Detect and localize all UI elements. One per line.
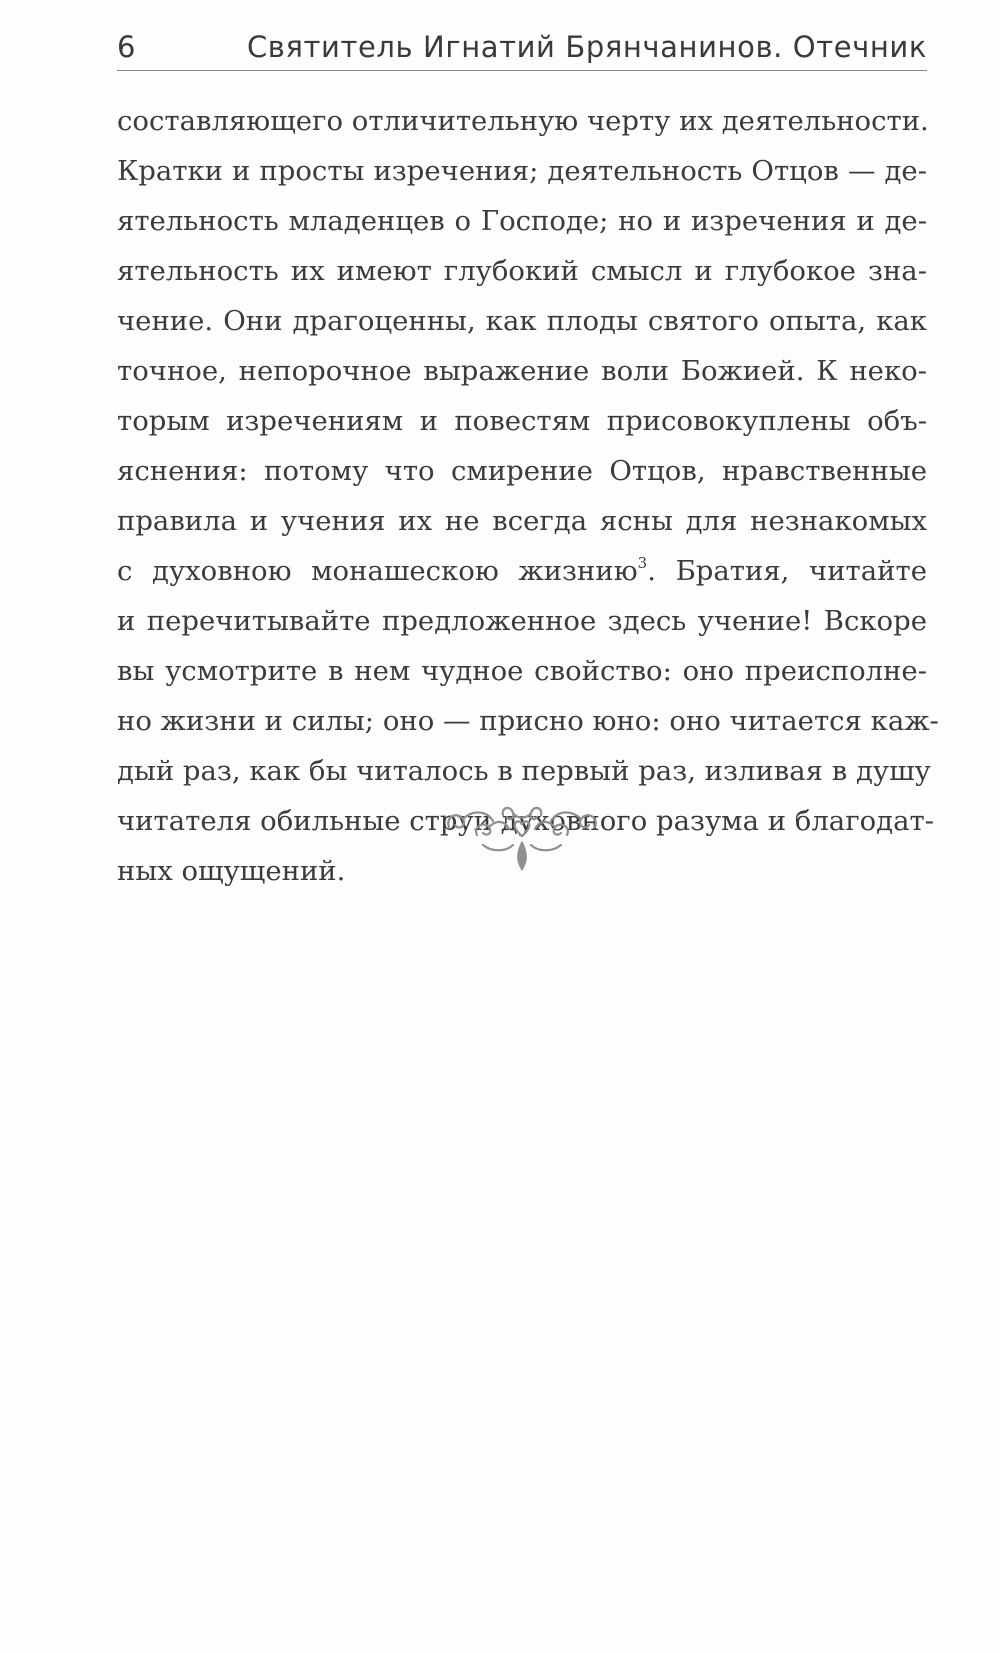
body-paragraph <box>117 96 939 896</box>
text-line: и перечитывайте предложенное здесь учение! Вскоре <box>117 605 927 637</box>
text-line: читателя обильные струи духовного разума и благодат- <box>117 805 934 837</box>
text-line-with-footnote <box>117 546 927 596</box>
page-number: 6 <box>117 30 136 64</box>
text-line: Кратки и просты изречения; деятельность Отцов — де- <box>117 155 927 187</box>
footnote-line-before: с духовною монашескою жизнию <box>117 555 638 587</box>
text-line: дый раз, как бы читалось в первый раз, изливая в душу <box>117 755 931 787</box>
text-line: правила и учения их не всегда ясны для незнакомых <box>117 505 927 537</box>
running-title: Святитель Игнатий Брянчанинов. Отечник <box>246 30 927 64</box>
text-line: составляющего отличительную черту их деятельности. <box>117 105 929 137</box>
text-line: но жизни и силы; оно — присно юно: оно читается каж- <box>117 705 939 737</box>
header-divider <box>117 70 927 71</box>
text-line-last: ных ощущений. <box>117 855 346 887</box>
footnote-line-after: . Братия, читайте <box>647 555 927 587</box>
text-line: вы усмотрите в нем чудное свойство: оно преисполне- <box>117 655 927 687</box>
text-line: ятельность младенцев о Господе; но и изречения и де- <box>117 205 927 237</box>
text-line: торым изречениям и повестям присовокуплены объ- <box>117 405 927 437</box>
text-line: точное, непорочное выражение воли Божией. К неко- <box>117 355 927 387</box>
footnote-reference[interactable]: 3 <box>637 554 648 572</box>
text-line: чение. Они драгоценны, как плоды святого опыта, как <box>117 305 927 337</box>
floral-ornament-icon <box>443 805 601 875</box>
text-line: ятельность их имеют глубокий смысл и глубокое зна- <box>117 255 927 287</box>
text-line: яснения: потому что смирение Отцов, нравственные <box>117 455 927 487</box>
running-header <box>117 28 927 72</box>
